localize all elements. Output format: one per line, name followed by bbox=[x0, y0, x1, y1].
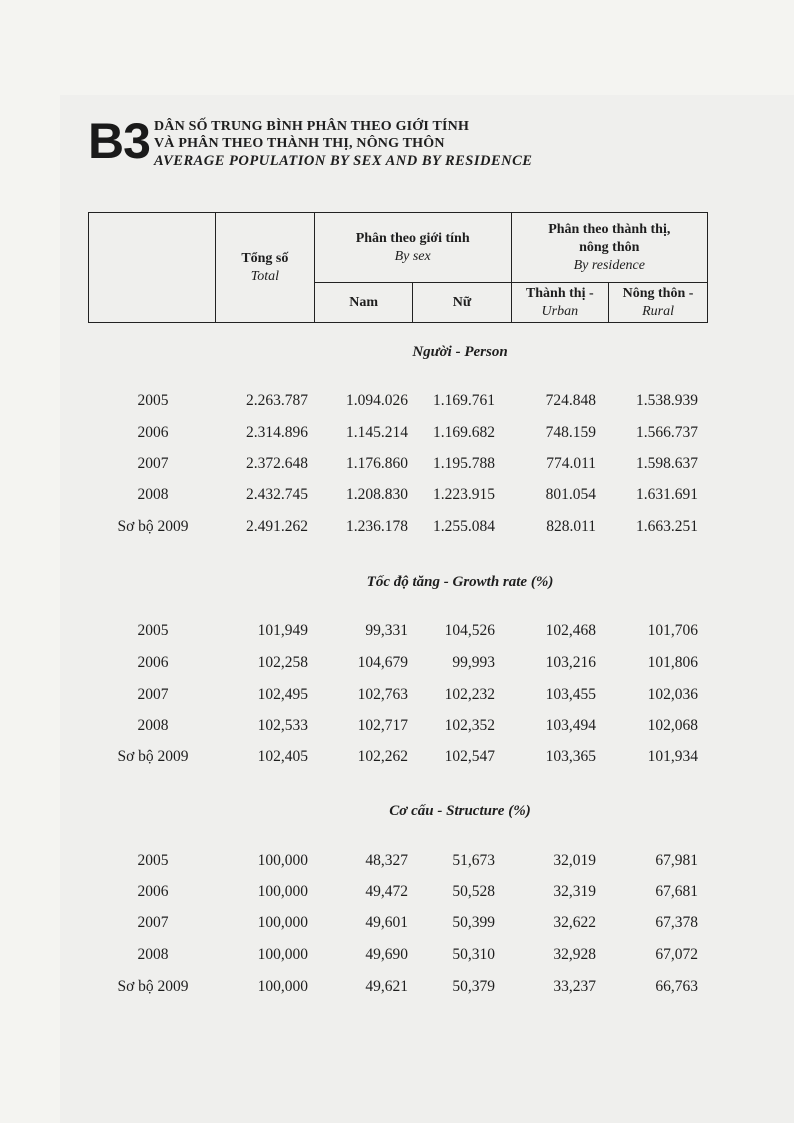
cell-male: 48,327 bbox=[365, 852, 408, 869]
cell-rural: 66,763 bbox=[655, 978, 698, 995]
cell-year: 2007 bbox=[137, 914, 169, 931]
cell-male: 49,690 bbox=[365, 946, 408, 963]
cell-urban: 32,928 bbox=[553, 946, 596, 963]
cell-male: 99,331 bbox=[365, 622, 408, 639]
cell-total: 2.263.787 bbox=[246, 392, 308, 409]
cell-urban: 103,494 bbox=[545, 717, 596, 734]
total-header-en: Total bbox=[250, 268, 279, 284]
rural-header-vn: Nông thôn - bbox=[622, 285, 694, 301]
male-header: Nam bbox=[314, 283, 413, 323]
cell-urban: 801.054 bbox=[545, 486, 596, 503]
cell-total: 2.372.648 bbox=[246, 455, 308, 472]
table-row bbox=[88, 946, 708, 968]
table-row bbox=[88, 852, 708, 874]
cell-year: 2007 bbox=[137, 455, 169, 472]
cell-male: 102,262 bbox=[357, 748, 408, 765]
cell-female: 99,993 bbox=[452, 654, 495, 671]
table-row bbox=[88, 748, 708, 770]
cell-total: 100,000 bbox=[257, 978, 308, 995]
cell-year: 2008 bbox=[137, 946, 169, 963]
cell-male: 104,679 bbox=[357, 654, 408, 671]
cell-female: 1.255.084 bbox=[433, 518, 495, 535]
year-header-cell bbox=[89, 213, 216, 323]
cell-female: 102,232 bbox=[444, 686, 495, 703]
cell-female: 1.169.682 bbox=[433, 424, 495, 441]
column-header-table bbox=[88, 212, 708, 323]
table-row bbox=[88, 518, 708, 540]
female-header: Nữ bbox=[413, 283, 511, 323]
cell-rural: 1.566.737 bbox=[636, 424, 698, 441]
cell-total: 102,405 bbox=[257, 748, 308, 765]
cell-female: 102,352 bbox=[444, 717, 495, 734]
cell-male: 102,717 bbox=[357, 717, 408, 734]
cell-female: 50,310 bbox=[452, 946, 495, 963]
cell-total: 100,000 bbox=[257, 852, 308, 869]
cell-urban: 774.011 bbox=[546, 455, 596, 472]
total-header-vn: Tổng số bbox=[241, 250, 289, 266]
cell-year: 2005 bbox=[137, 622, 169, 639]
cell-rural: 102,036 bbox=[647, 686, 698, 703]
cell-rural: 67,681 bbox=[655, 883, 698, 900]
cell-female: 50,399 bbox=[452, 914, 495, 931]
table-row bbox=[88, 914, 708, 936]
cell-year: 2006 bbox=[137, 654, 169, 671]
section-title-structure: Cơ cấu - Structure (%) bbox=[389, 803, 531, 819]
cell-urban: 32,319 bbox=[553, 883, 596, 900]
section-title-growth-rate: Tốc độ tăng - Growth rate (%) bbox=[366, 574, 554, 590]
residence-header-en: By residence bbox=[573, 257, 645, 273]
cell-urban: 103,216 bbox=[545, 654, 596, 671]
cell-male: 49,472 bbox=[365, 883, 408, 900]
title-en: AVERAGE POPULATION BY SEX AND BY RESIDENCE bbox=[154, 153, 533, 169]
cell-total: 100,000 bbox=[257, 914, 308, 931]
cell-year: 2008 bbox=[137, 717, 169, 734]
cell-male: 1.176.860 bbox=[346, 455, 408, 472]
cell-year: Sơ bộ 2009 bbox=[117, 518, 189, 535]
total-header-cell bbox=[215, 213, 314, 323]
cell-female: 102,547 bbox=[444, 748, 495, 765]
cell-urban: 103,365 bbox=[545, 748, 596, 765]
cell-rural: 67,072 bbox=[655, 946, 698, 963]
cell-female: 51,673 bbox=[452, 852, 495, 869]
cell-rural: 1.598.637 bbox=[636, 455, 698, 472]
table-row bbox=[88, 424, 708, 446]
cell-urban: 748.159 bbox=[545, 424, 596, 441]
cell-rural: 67,378 bbox=[655, 914, 698, 931]
cell-year: 2005 bbox=[137, 392, 169, 409]
cell-female: 1.195.788 bbox=[433, 455, 495, 472]
cell-rural: 102,068 bbox=[647, 717, 698, 734]
cell-male: 1.208.830 bbox=[346, 486, 408, 503]
cell-year: 2005 bbox=[137, 852, 169, 869]
cell-urban: 33,237 bbox=[553, 978, 596, 995]
section-title-person: Người - Person bbox=[412, 344, 508, 360]
cell-urban: 724.848 bbox=[545, 392, 596, 409]
cell-total: 2.432.745 bbox=[246, 486, 308, 503]
urban-header-vn: Thành thị - bbox=[525, 285, 594, 301]
cell-urban: 32,019 bbox=[553, 852, 596, 869]
cell-year: Sơ bộ 2009 bbox=[117, 978, 189, 995]
rural-header-en: Rural bbox=[642, 303, 674, 319]
cell-year: 2007 bbox=[137, 686, 169, 703]
sex-header-en: By sex bbox=[394, 248, 431, 264]
table-code: B3 bbox=[88, 113, 150, 169]
title-vn-line1: DÂN SỐ TRUNG BÌNH PHÂN THEO GIỚI TÍNH bbox=[154, 119, 470, 134]
rural-header bbox=[609, 283, 708, 323]
cell-total: 101,949 bbox=[257, 622, 308, 639]
cell-urban: 102,468 bbox=[545, 622, 596, 639]
cell-total: 102,495 bbox=[257, 686, 308, 703]
urban-header-en: Urban bbox=[541, 303, 579, 319]
table-row bbox=[88, 654, 708, 676]
table-row bbox=[88, 686, 708, 708]
cell-male: 1.236.178 bbox=[346, 518, 408, 535]
table-row bbox=[88, 455, 708, 477]
cell-rural: 1.631.691 bbox=[636, 486, 698, 503]
cell-total: 2.491.262 bbox=[246, 518, 308, 535]
cell-urban: 32,622 bbox=[553, 914, 596, 931]
cell-rural: 1.538.939 bbox=[636, 392, 698, 409]
title-vn-line2: VÀ PHÂN THEO THÀNH THỊ, NÔNG THÔN bbox=[154, 136, 445, 151]
cell-total: 100,000 bbox=[257, 883, 308, 900]
cell-male: 1.145.214 bbox=[346, 424, 408, 441]
cell-rural: 101,934 bbox=[647, 748, 698, 765]
table-row bbox=[88, 978, 708, 1000]
cell-rural: 1.663.251 bbox=[636, 518, 698, 535]
cell-female: 1.223.915 bbox=[433, 486, 495, 503]
sex-header-vn: Phân theo giới tính bbox=[355, 230, 470, 246]
table-row bbox=[88, 883, 708, 905]
cell-male: 1.094.026 bbox=[346, 392, 408, 409]
cell-female: 104,526 bbox=[444, 622, 495, 639]
cell-total: 102,258 bbox=[257, 654, 308, 671]
table-row bbox=[88, 622, 708, 644]
table-row bbox=[88, 392, 708, 414]
residence-header-cell bbox=[511, 213, 707, 283]
cell-female: 1.169.761 bbox=[433, 392, 495, 409]
cell-female: 50,528 bbox=[452, 883, 495, 900]
cell-rural: 67,981 bbox=[655, 852, 698, 869]
cell-male: 102,763 bbox=[357, 686, 408, 703]
cell-rural: 101,706 bbox=[647, 622, 698, 639]
sex-header-cell bbox=[314, 213, 511, 283]
cell-urban: 103,455 bbox=[545, 686, 596, 703]
cell-total: 2.314.896 bbox=[246, 424, 308, 441]
cell-year: Sơ bộ 2009 bbox=[117, 748, 189, 765]
table-row bbox=[88, 486, 708, 508]
cell-male: 49,601 bbox=[365, 914, 408, 931]
cell-year: 2006 bbox=[137, 883, 169, 900]
table-row bbox=[88, 717, 708, 739]
cell-year: 2006 bbox=[137, 424, 169, 441]
residence-header-vn-1: Phân theo thành thị, bbox=[548, 221, 671, 237]
cell-rural: 101,806 bbox=[647, 654, 698, 671]
table-title bbox=[154, 118, 624, 170]
cell-total: 100,000 bbox=[257, 946, 308, 963]
cell-total: 102,533 bbox=[257, 717, 308, 734]
residence-header-vn-2: nông thôn bbox=[579, 239, 640, 255]
cell-year: 2008 bbox=[137, 486, 169, 503]
cell-female: 50,379 bbox=[452, 978, 495, 995]
cell-male: 49,621 bbox=[365, 978, 408, 995]
urban-header bbox=[511, 283, 609, 323]
cell-urban: 828.011 bbox=[546, 518, 596, 535]
